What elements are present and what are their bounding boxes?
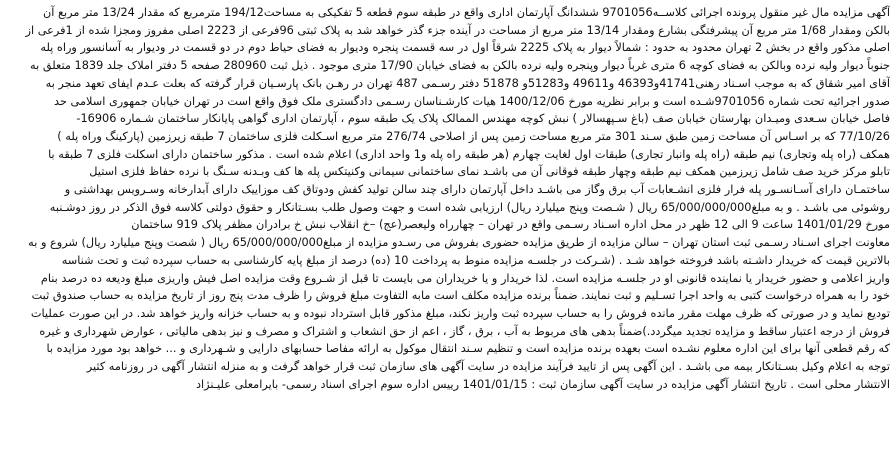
notice-line: بالکن ومقدار 1/68 متر مربع آن پیشرفتگی بشارع ومقدار 13/14 متر مربع از مساحت در آینده جزء گذر خواهد شد به پلاک ثبتی 96فرعی از 2223 اصلی مفروز ومجزا شده از 1فرعی از — [25, 23, 890, 37]
notice-line: بالاترين قيمت که خريدار داشـته باشد فروخته خواهد شـد . (شـركت در جلسـه مزايده منوط به پرداخت 10 (ده) درصد از مبلغ پايه کارشناسی به حساب سپرده ثبت و تحت شناسه — [61, 253, 890, 267]
notice-line: توديع نمايد و در صورتی که ظرف مهلت مقرر مانده فروش را به حساب سپرده ثبت واريز نكند، مبلغ مذكور قابل استرداد نبوده و به حساب خزانه واريز خواهد شد. در اين صورت عمليات — [30, 306, 890, 320]
notice-line: اصلی مذکور واقع در بخش 2 تهران محدود به حدود : شمالاً دیوار به پلاک 2225 شرقاً اول در سه قسمت پنجره وديوار به فضای حیاط دوم در دو قسمت در وديوار به آسانسور وراه پله — [40, 41, 890, 55]
notice-line: ساختمـان دارای آسـانسـور پله فرار فلزی انشـعابات آب برق وگاز می باشـد داخل آپارتمان دارای چند سالن تولید کفش ودوتاق کف موزاييک دارای آبدارخانه وسـرويس بهداشتی و — [64, 183, 890, 197]
notice-line: مورخ 1401/01/29 ساعت 9 الی 12 ظهر در محل اداره اسـناد رسـمی واقع در تهران – چهارراه وليعصر(عج) –خ انقلاب نبش خ برادران مظفر پلاک 919 ساختمان — [131, 218, 890, 232]
notice-line: جنوباً ديوار وليه نرده وبالکن به فضای کوچه 6 متری غرباً ديوار وپنجره وليه نرده بالکن به فضای خيابان 17/90 متری موجود . ذیل ثبت 280960 صفحه 5 دفتر املاک جلد 1839 متعلق به — [30, 59, 890, 73]
notice-line: روشوئی می باشـد . و به مبلغ65/000/000/000 ريال ( شـصت وپنج ميليارد ريال) ارزيابی شده است و جهت وصول طلب بسـتانکار و حقوق دولتی کلاسه فوق الذکر در روز دوشـنبه — [49, 200, 890, 214]
notice-line: واریز اعلامی و حضور خریدار یا نماینده قانونی او در جلسـه مزايده است. لذا خریدار و یا خريداران می بايست تا قبل از شـروع وقت مزايده اصل فيش واريزی مبلغ وديعه ده درصد بنام — [40, 271, 890, 285]
notice-line: توجه به اعلام وكيل بسـتانكار بيمه می باشـد . اين آگهی پس از تاييد فرآيند مزايده در سايت آگهی های سازمان ثبت قرار خواهد گرفت و به منزله انتشار آگهی در روزنامه کثیر — [86, 360, 890, 374]
notice-line: همکف (راه پله وتجاری) نیم طبقه (راه پله وانبار تجاری) طبقات اول لغايت چهارم (هر طبقه راه پله و1 واحد اداری) اعلام شده است . مذکور ساختمان دارای اسکلت فلزی 7 طبقه با — [48, 147, 890, 161]
notice-line: كه رقم قطعی آنها برای اين اداره معلوم نشـده است بعهده برنده مزايده است و تنظيم سـند انتقال موكول به ارائه مفاصا حسابهای دارايی و شـهرداری و ... خواهد بود مورد مزايده با — [46, 342, 890, 356]
notice-line: فاصل خیابان سـعدی ومیـدان بهارستان خيابان صف (باغ سـپهسالار ) نبش کوچه مهندس الممالک پلاک یک طبقه سوم ، آپارتمان اداری گواهی پایانکار ساختمان شـماره 16906- — [76, 112, 890, 126]
notice-line: فروش از درجه اعتبار ساقط و مزايده تجديد ميگردد.)ضمناً بدهی های مربوط به آب ، برق ، گاز ، اعم از حق انشعاب و اشتراک و مصرف و نيز بدهی مالياتی ، عوارض شهرداری و غيره — [39, 324, 890, 338]
notice-line: صدور اجرائیه تحت شماره 9701056شـده است و برابر نظریه مورخ 1400/12/06 هیات کارشـناسان رسـمی دادگستری ملک فوق واقع است در تهران خیابان جمهوری اسلامی حد — [54, 94, 890, 108]
notice-line: تابلو مرکز خرید صف شامل زیرزمين همکف نیم طبقه وچهار طبقه فوقانی آن می باشـد نمای ساختمانی سیمانی وکنیتکس پله ها کف وبـدنه سـنگ با نرده حفاظ فلزی استیل — [89, 165, 890, 179]
notice-line: 77/10/26 که بر اسـاس آن مساحت زمین طبق سـند 301 متر مربع مساحت زمین پس از اصلاحی 276/74 متر مربع اسـکلت فلزی ساختمان 7 طبقه زیرزمین (پارکینگ وراه پله ) — [57, 129, 890, 143]
notice-line: آقای امیر شقاق که به موجب اسـناد رهنی41741و46393 و49611 و51283و 51878 دفتر رسـمی 487 تهران در رهـن بانک پارسـیان قرار گرفته که بعلت عـدم ایفای تعهد منجر به — [45, 76, 890, 90]
notice-line: الانتشار محلی است . تاريخ انتشار آگهی مزايده در سایت آگهی سازمان ثبت : 1401/01/15 رييس اداره سوم اجرای اسناد رسمی- بايرامعلی عليـنژاد — [195, 377, 890, 391]
notice-line: آگهی مزایده مال غیر منقول پرونده اجرائی کلاســه9701056 ششدانگ آپارتمان اداری واقع در طبقه سوم قطعه 5 تفکیکی به مساحت194/12 مترمربع که مقدار 13/24 متر مربع آن — [42, 6, 890, 19]
notice-line: خود را به همراه درخواست کتبی به واحد اجرا تسـليم و ثبت نمايند. ضمناً برنده مزايده مكلف است مابه التفاوت مبلغ فروش را ظرف مدت پنج روز از تاريخ مزايده به حساب صندوق ثبت — [31, 289, 890, 303]
notice-line: معاونت اجرای اسـناد رسـمی ثبت استان تهران – سالن مزايده از طريق مزايده حضوری بفروش می رسـدو مزايده از مبلغ65/000/000/000 ريال ( شصت وپنج ميليارد ريال) شروع و به — [28, 236, 890, 250]
